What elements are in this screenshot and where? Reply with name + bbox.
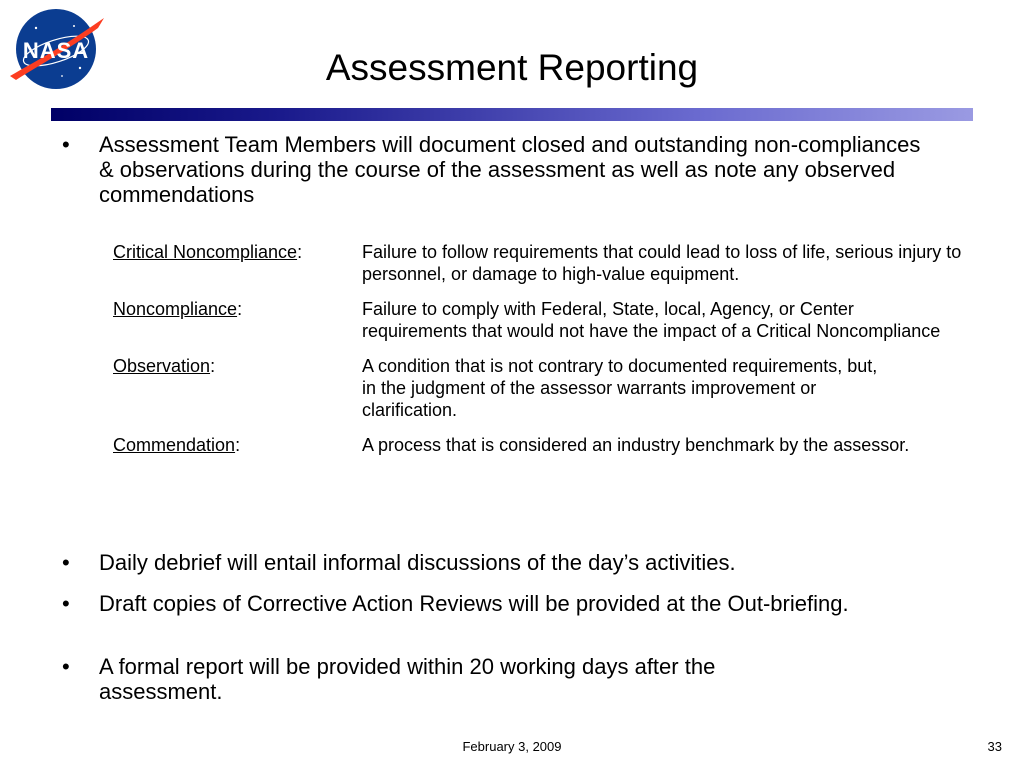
logo-lettering: NASA xyxy=(22,38,90,63)
definition-term: Noncompliance: xyxy=(113,299,243,319)
bullet-marker: • xyxy=(62,550,70,575)
bullet-marker: • xyxy=(62,654,70,679)
definition-description: Failure to comply with Federal, State, local, Agency, or Center requirements that would not have the impact of a Critical Noncompliance xyxy=(362,299,941,341)
definition-row xyxy=(113,355,973,421)
definition-list xyxy=(113,241,973,456)
definition-description: A process that is considered an industry benchmark by the assessor. xyxy=(362,435,910,455)
bullet-text: Assessment Team Members will document closed and outstanding non-compliances & observations during the course of the assessment as well as note any observed commendations xyxy=(99,132,921,207)
bullet-marker: • xyxy=(62,132,70,157)
definition-row xyxy=(113,241,973,285)
definition-description: Failure to follow requirements that could lead to loss of life, serious injury to personnel, or damage to high-value equipment. xyxy=(362,242,962,284)
definition-row xyxy=(113,298,973,342)
definition-row xyxy=(113,434,973,456)
definition-description: A condition that is not contrary to documented requirements, but, in the judgment of the assessor warrants improvement or clarification. xyxy=(362,356,878,420)
bullet-text: Daily debrief will entail informal discussions of the day’s activities. xyxy=(99,550,736,575)
definition-term: Critical Noncompliance: xyxy=(113,242,303,262)
definition-term: Commendation: xyxy=(113,435,241,455)
bullet-text: Draft copies of Corrective Action Reviews will be provided at the Out-briefing. xyxy=(99,591,849,616)
nasa-logo xyxy=(6,6,106,92)
page-number: 33 xyxy=(987,739,1002,754)
definition-term: Observation: xyxy=(113,356,216,376)
slide-title: Assessment Reporting xyxy=(325,47,699,88)
footer-date: February 3, 2009 xyxy=(462,739,562,754)
bullet-text: A formal report will be provided within 20 working days after the assessment. xyxy=(99,654,716,704)
bullet-marker: • xyxy=(62,591,70,616)
title-underline-bar xyxy=(51,108,973,121)
